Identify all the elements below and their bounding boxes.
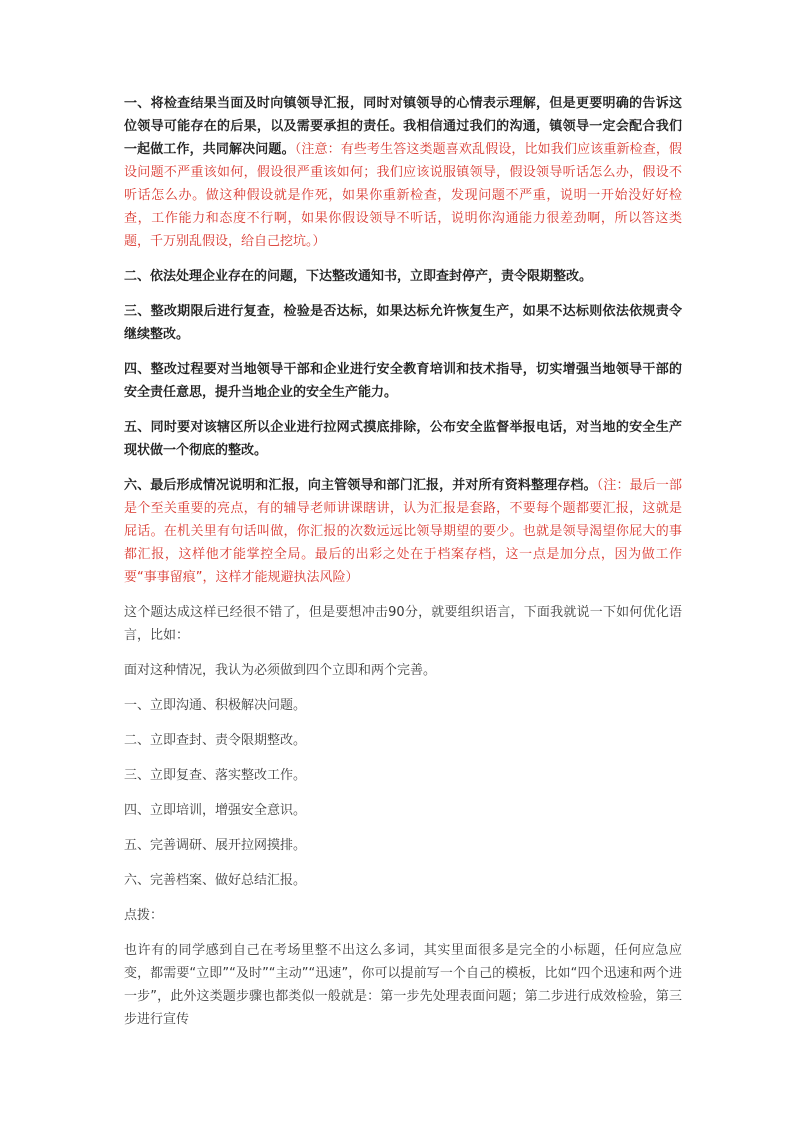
- document-page: [124, 92, 682, 1043]
- paragraph-2: 二、依法处理企业存在的问题，下达整改通知书，立即查封停产，责令限期整改。: [124, 269, 593, 284]
- list-item: 六、完善档案、做好总结汇报。: [124, 873, 307, 888]
- paragraph-3: 三、整改期限后进行复查，检验是否达标，如果达标允许恢复生产，如果不达标则依法依规责令继续整改。: [124, 304, 682, 342]
- list-item: 三、立即复查、落实整改工作。: [124, 768, 307, 783]
- paragraph-4: 四、整改过程要对当地领导干部和企业进行安全教育培训和技术指导，切实增强当地领导干部的安全责任意思，提升当地企业的安全生产能力。: [124, 362, 682, 400]
- paragraph-7: 这个题达成这样已经很不错了，但是要想冲击90分，就要组织语言，下面我就说一下如何优化语言，比如：: [124, 605, 682, 643]
- paragraph-6: [124, 474, 682, 589]
- list-item: 四、立即培训，增强安全意识。: [124, 803, 307, 818]
- list-item: 二、立即查封、责令限期整改。: [124, 733, 307, 748]
- list-item: 五、完善调研、展开拉网摸排。: [124, 838, 307, 853]
- paragraph-1: [124, 92, 682, 253]
- list-item: 一、立即沟通、积极解决问题。: [124, 698, 307, 713]
- paragraph-6-note: （注：最后一部是个至关重要的亮点，有的辅导老师讲课瞎讲，认为汇报是套路，不要每个题都要汇报，这就是屁话。在机关里有句话叫做，你汇报的次数远远比领导期望的要少。也就是领导渴望你屁大的事都汇报，这样他才能掌控全局。最后的出彩之处在于档案存档，这一点是加分点，因为做工作要“事事留痕”，这样才能规避执法风险）: [124, 478, 682, 585]
- paragraph-5: 五、同时要对该辖区所以企业进行拉网式摸底排除，公布安全监督举报电话，对当地的安全生产现状做一个彻底的整改。: [124, 420, 682, 458]
- paragraph-9: 点拨：: [124, 908, 164, 923]
- paragraph-1-main: 一、将检查结果当面及时向镇领导汇报，同时对镇领导的心情表示理解，但是更要明确的告诉这位领导可能存在的后果，以及需要承担的责任。我相信通过我们的沟通，镇领导一定会配合我们一起做工作，共同解决问题。: [124, 96, 682, 157]
- paragraph-10: 也许有的同学感到自己在考场里整不出这么多词，其实里面很多是完全的小标题，任何应急应变，都需要“立即”“及时”“主动”“迅速”，你可以提前写一个自己的模板，比如“四个迅速和两个进一步”，此外这类题步骤也都类似一般就是：第一步先处理表面问题；第二步进行成效检验，第三步进行宣传: [124, 943, 682, 1027]
- paragraph-6-main: 六、最后形成情况说明和汇报，向主管领导和部门汇报，并对所有资料整理存档。: [124, 478, 597, 493]
- paragraph-8: 面对这种情况，我认为必须做到四个立即和两个完善。: [124, 663, 437, 678]
- paragraph-1-note: （注意：有些考生答这类题喜欢乱假设，比如我们应该重新检查，假设问题不严重该如何，假设很严重该如何；我们应该说服镇领导，假设领导听话怎么办，假设不听话怎么办。做这种假设就是作死，如果你重新检查，发现问题不严重，说明一开始没好好检查，工作能力和态度不行啊，如果你假设领导不听话，说明你沟通能力很差劲啊，所以答这类题，千万别乱假设，给自己挖坑。）: [124, 142, 682, 249]
